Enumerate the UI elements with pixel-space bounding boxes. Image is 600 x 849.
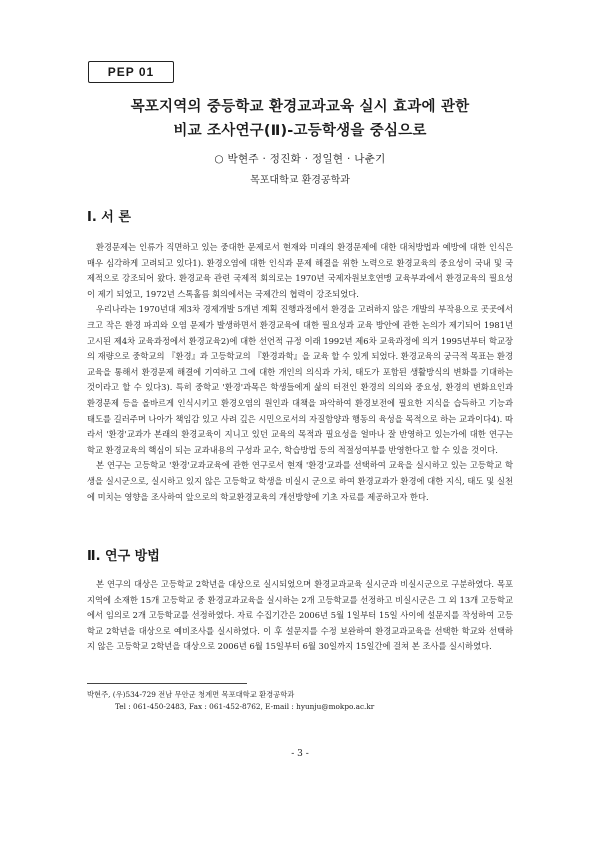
- section-body-methods: [87, 577, 513, 655]
- footnote: [87, 689, 517, 713]
- footnote-contact: Tel : 061-450-2483, Fax : 061-452-8762, E-mail : hyunju@mokpo.ac.kr: [115, 702, 375, 711]
- section-heading-introduction: Ⅰ. 서 론: [87, 210, 131, 225]
- footnote-rule: [87, 683, 247, 684]
- paragraph: 본 연구는 고등학교 '환경'교과교육에 관한 연구로서 현재 '환경'교과를 선택하여 교육을 실시하고 있는 고등학교 학생을 실시군으로, 실시하고 있지 않은 고등학교 학생을 비실시 군으로 하여 환경교과가 환경에 대한 지식, 태도 및 실천에 미치는 영향을 조사하여 앞으로의 학교환경교육의 개선방향에 기초 자료를 제공하고자 한다.: [87, 460, 513, 502]
- paper-title-line-1: 목포지역의 중등학교 환경교과교육 실시 효과에 관한: [130, 99, 470, 115]
- section-body-introduction: [87, 240, 513, 505]
- author-list: ○ 박현주 · 정진화 · 정일현 · 나춘기: [214, 153, 386, 165]
- author-affiliation: 목포대학교 환경공학과: [250, 175, 350, 186]
- footnote-address: 박현주, (우)534-729 전남 무안군 청계면 목포대학교 환경공학과: [87, 690, 295, 699]
- page-number: - 3 -: [291, 749, 309, 759]
- paper-title-line-2: 비교 조사연구(Ⅱ)-고등학생을 중심으로: [173, 123, 427, 139]
- section-heading-methods: Ⅱ. 연구 방법: [87, 549, 160, 564]
- session-code-badge: PEP 01: [88, 61, 174, 83]
- paragraph: 우리나라는 1970년대 제3차 경제개발 5개년 계획 진행과정에서 환경을 고려하지 않은 개발의 부작용으로 곳곳에서 크고 작은 환경 파괴와 오염 문제가 발생하면서 환경교육에 대한 필요성과 교육 방안에 관한 논의가 제기되어 1981년 고시된 제4차 교육과정에서 환경교육2)에 대한 선언적 규정 이래 1992년 제6차 교육과정에 의거 1995년부터 학교장의 재량으로 중학교의 『환경』과 고등학교의 『환경과학』을 교육 할 수 있게 되었다. 환경교육의 궁극적 목표는 환경교육을 통해서 환경문제 해결에 기여하고 그에 대한 개인의 의식과 가치, 태도가 포함된 생활방식의 변화를 기대하는 것이라고 할 수 있다3). 특히 중학교 '환경'과목은 학생들에게 삶의 터전인 환경의 의의와 중요성, 환경의 변화요인과 환경문제 등을 올바르게 인식시키고 환경오염의 원인과 대책을 파악하여 환경보전에 필요한 지식을 습득하고 기능과 태도를 길러주며 나아가 책임감 있고 사려 깊은 시민으로서의 자질함양과 행동의 육성을 목적으로 하는 교과이다4). 따라서 '환경'교과가 본래의 환경교육이 지니고 있던 교육의 목적과 필요성을 얼마나 잘 반영하고 있는가에 대한 연구는 학교 환경교육의 핵심이 되는 교과내용의 구성과 교수, 학습방법 등의 적절성여부를 반영한다고 할 수 있을 것이다.: [87, 304, 513, 455]
- paragraph: 본 연구의 대상은 고등학교 2학년을 대상으로 실시되었으며 환경교과교육 실시군과 비실시군으로 구분하였다. 목포지역에 소재한 15개 고등학교 중 환경교과교육을 실시하는 2개 고등학교를 선정하고 비실시군은 그 외 13개 고등학교에서 임의로 2개 고등학교를 선정하였다. 자료 수집기간은 2006년 5월 1일부터 15일 사이에 설문지를 작성하여 고등학교 2학년을 대상으로 예비조사를 실시하였다. 이 후 설문지를 수정 보완하여 환경교과교육을 선택한 학교와 선택하지 않은 고등학교 2학년을 대상으로 2006년 6월 15일부터 6월 30일까지 15일간에 걸쳐 본 조사를 실시하였다.: [87, 579, 513, 652]
- paragraph: 환경문제는 인류가 직면하고 있는 중대한 문제로서 현재와 미래의 환경문제에 대한 대처방법과 예방에 대한 인식은 매우 심각하게 고려되고 있다1). 환경오염에 대한 인식과 문제 해결을 위한 노력으로 환경교육의 중요성이 국내 및 국제적으로 강조되어 왔다. 환경교육 관련 국제적 회의로는 1970년 국제자원보호연맹 교육부과에서 환경교육의 필요성이 제기 되었고, 1972년 스톡홀름 회의에서는 국제간의 협력이 강조되었다.: [87, 242, 513, 299]
